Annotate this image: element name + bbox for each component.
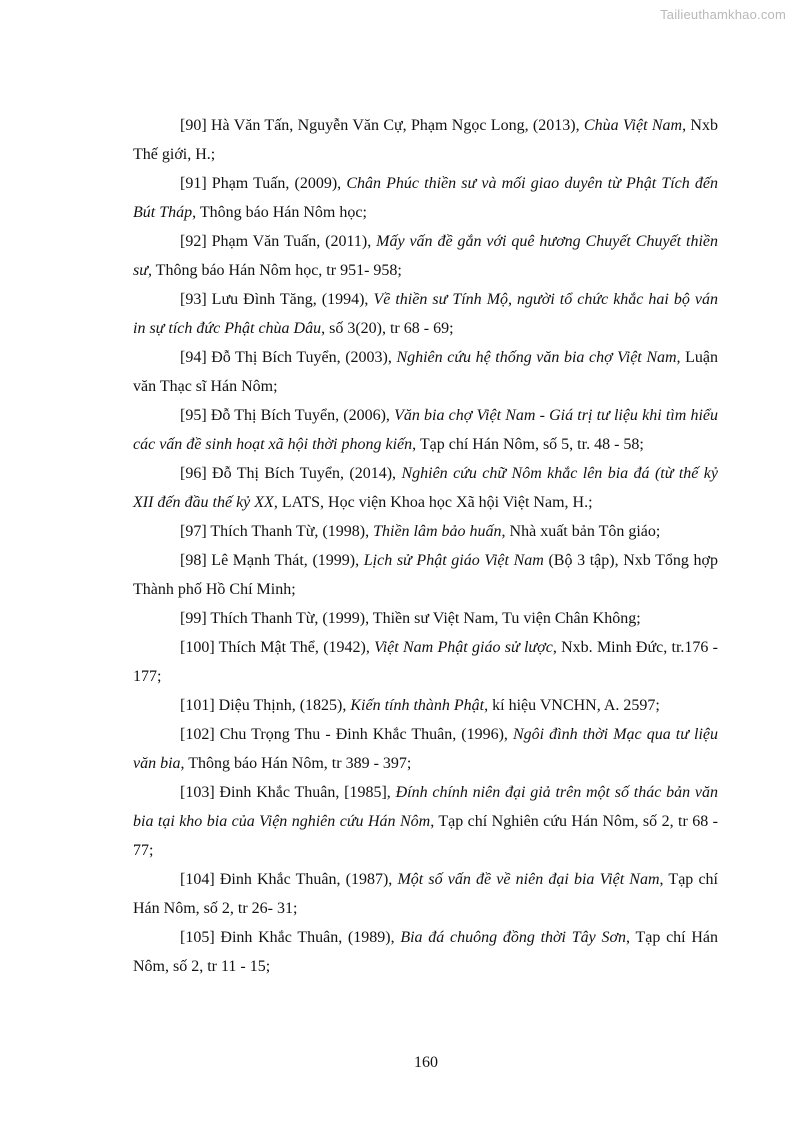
reference-title: Ngôi đình thời Mạc qua tư liệu văn bia bbox=[133, 726, 718, 772]
reference-lead: [101] Diệu Thịnh, (1825), bbox=[180, 697, 351, 714]
reference-lead: [95] Đỗ Thị Bích Tuyển, (2006), bbox=[180, 407, 395, 424]
reference-tail: , Nxb. Minh Đức, tr.176 - 177; bbox=[133, 639, 719, 685]
reference-title: Việt Nam Phật giáo sử lược bbox=[374, 639, 553, 656]
reference-lead: [102] Chu Trọng Thu - Đinh Khắc Thuân, (1996), bbox=[180, 726, 513, 743]
reference-tail: , số 3(20), tr 68 - 69; bbox=[321, 320, 454, 337]
reference-item bbox=[133, 343, 718, 401]
reference-item bbox=[133, 604, 718, 633]
reference-title: Một số vấn đề về niên đại bia Việt Nam bbox=[397, 871, 660, 888]
reference-item bbox=[133, 865, 718, 923]
reference-title: Thiền lâm bảo huấn bbox=[373, 523, 502, 540]
reference-item bbox=[133, 111, 718, 169]
reference-lead: [92] Phạm Văn Tuấn, (2011), bbox=[180, 233, 377, 250]
reference-tail: , Nhà xuất bản Tôn giáo; bbox=[501, 523, 661, 540]
reference-item bbox=[133, 285, 718, 343]
page-number: 160 bbox=[414, 1054, 438, 1071]
reference-item bbox=[133, 633, 718, 691]
reference-lead: [103] Đinh Khắc Thuân, [1985], bbox=[180, 784, 396, 801]
reference-item bbox=[133, 227, 718, 285]
reference-tail: Thông báo Hán Nôm học, tr 951- 958; bbox=[151, 262, 402, 279]
reference-tail: , Thông báo Hán Nôm, tr 389 - 397; bbox=[180, 755, 412, 772]
reference-title: Chùa Việt Nam bbox=[583, 117, 683, 134]
reference-item bbox=[133, 169, 718, 227]
reference-lead: [97] Thích Thanh Từ, (1998), bbox=[180, 523, 374, 540]
reference-lead: [91] Phạm Tuấn, (2009), bbox=[180, 175, 347, 192]
reference-lead: [104] Đinh Khắc Thuân, (1987), bbox=[180, 871, 398, 888]
reference-lead: [99] Thích Thanh Từ, (1999), Thiền sư Việt Nam, Tu viện Chân Không; bbox=[180, 610, 641, 627]
reference-tail: , kí hiệu VNCHN, A. 2597; bbox=[484, 697, 660, 714]
reference-title: Văn bia chợ Việt Nam - Giá trị tư liệu khi tìm hiểu các vấn đề sinh hoạt xã hội thời phong kiến bbox=[133, 407, 719, 453]
reference-item bbox=[133, 720, 718, 778]
reference-lead: [98] Lê Mạnh Thát, (1999), bbox=[180, 552, 364, 569]
reference-item bbox=[133, 691, 718, 720]
reference-lead: [90] Hà Văn Tấn, Nguyễn Văn Cự, Phạm Ngọc Long, (2013), bbox=[180, 117, 584, 134]
reference-lead: [96] Đỗ Thị Bích Tuyển, (2014), bbox=[180, 465, 402, 482]
reference-title: Lịch sử Phật giáo Việt Nam bbox=[363, 552, 544, 569]
reference-lead: [94] Đỗ Thị Bích Tuyển, (2003), bbox=[180, 349, 397, 366]
reference-tail: , Thông báo Hán Nôm học; bbox=[192, 204, 367, 221]
reference-title: Mấy vấn đề gắn với quê hương Chuyết Chuyết thiền sư, bbox=[133, 233, 719, 279]
reference-item bbox=[133, 923, 718, 981]
reference-tail: , Nxb Thế giới, H.; bbox=[133, 117, 718, 163]
reference-tail: , Tạp chí Hán Nôm, số 2, tr 26- 31; bbox=[133, 871, 718, 917]
reference-item bbox=[133, 546, 718, 604]
reference-list bbox=[133, 111, 718, 981]
reference-item bbox=[133, 401, 718, 459]
reference-tail: , Tạp chí Hán Nôm, số 2, tr 11 - 15; bbox=[133, 929, 719, 975]
reference-lead: [100] Thích Mật Thể, (1942), bbox=[180, 639, 375, 656]
reference-item bbox=[133, 517, 718, 546]
reference-lead: [105] Đinh Khắc Thuân, (1989), bbox=[180, 929, 401, 946]
reference-item bbox=[133, 778, 718, 865]
reference-title: Đính chính niên đại giả trên một số thác bản văn bia tại kho bia của Viện nghiên cứu Hán Nôm bbox=[133, 784, 718, 830]
reference-item bbox=[133, 459, 718, 517]
reference-lead: [93] Lưu Đình Tăng, (1994), bbox=[180, 291, 374, 308]
reference-title: Bia đá chuông đồng thời Tây Sơn bbox=[400, 929, 627, 946]
reference-tail: , Tạp chí Nghiên cứu Hán Nôm, số 2, tr 68 - 77; bbox=[133, 813, 718, 859]
reference-title: Nghiên cứu chữ Nôm khắc lên bia đá (từ thế kỷ XII đến đầu thế kỷ XX bbox=[133, 465, 719, 511]
reference-tail: , LATS, Học viện Khoa học Xã hội Việt Nam, H.; bbox=[273, 494, 593, 511]
watermark: Tailieuthamkhao.com bbox=[660, 7, 786, 22]
reference-tail: , Tạp chí Hán Nôm, số 5, tr. 48 - 58; bbox=[412, 436, 644, 453]
reference-title: Kiến tính thành Phật bbox=[350, 697, 485, 714]
reference-title: Chân Phúc thiền sư và mối giao duyên từ Phật Tích đến Bút Tháp bbox=[133, 175, 718, 221]
reference-title: Về thiền sư Tính Mộ, người tổ chức khắc hai bộ ván in sự tích đức Phật chùa Dâu bbox=[133, 291, 719, 337]
reference-tail: Luận văn Thạc sĩ Hán Nôm; bbox=[133, 349, 719, 395]
reference-tail: (Bộ 3 tập), Nxb Tổng hợp Thành phố Hồ Chí Minh; bbox=[133, 552, 719, 598]
reference-title: Nghiên cứu hệ thống văn bia chợ Việt Nam, bbox=[396, 349, 681, 366]
